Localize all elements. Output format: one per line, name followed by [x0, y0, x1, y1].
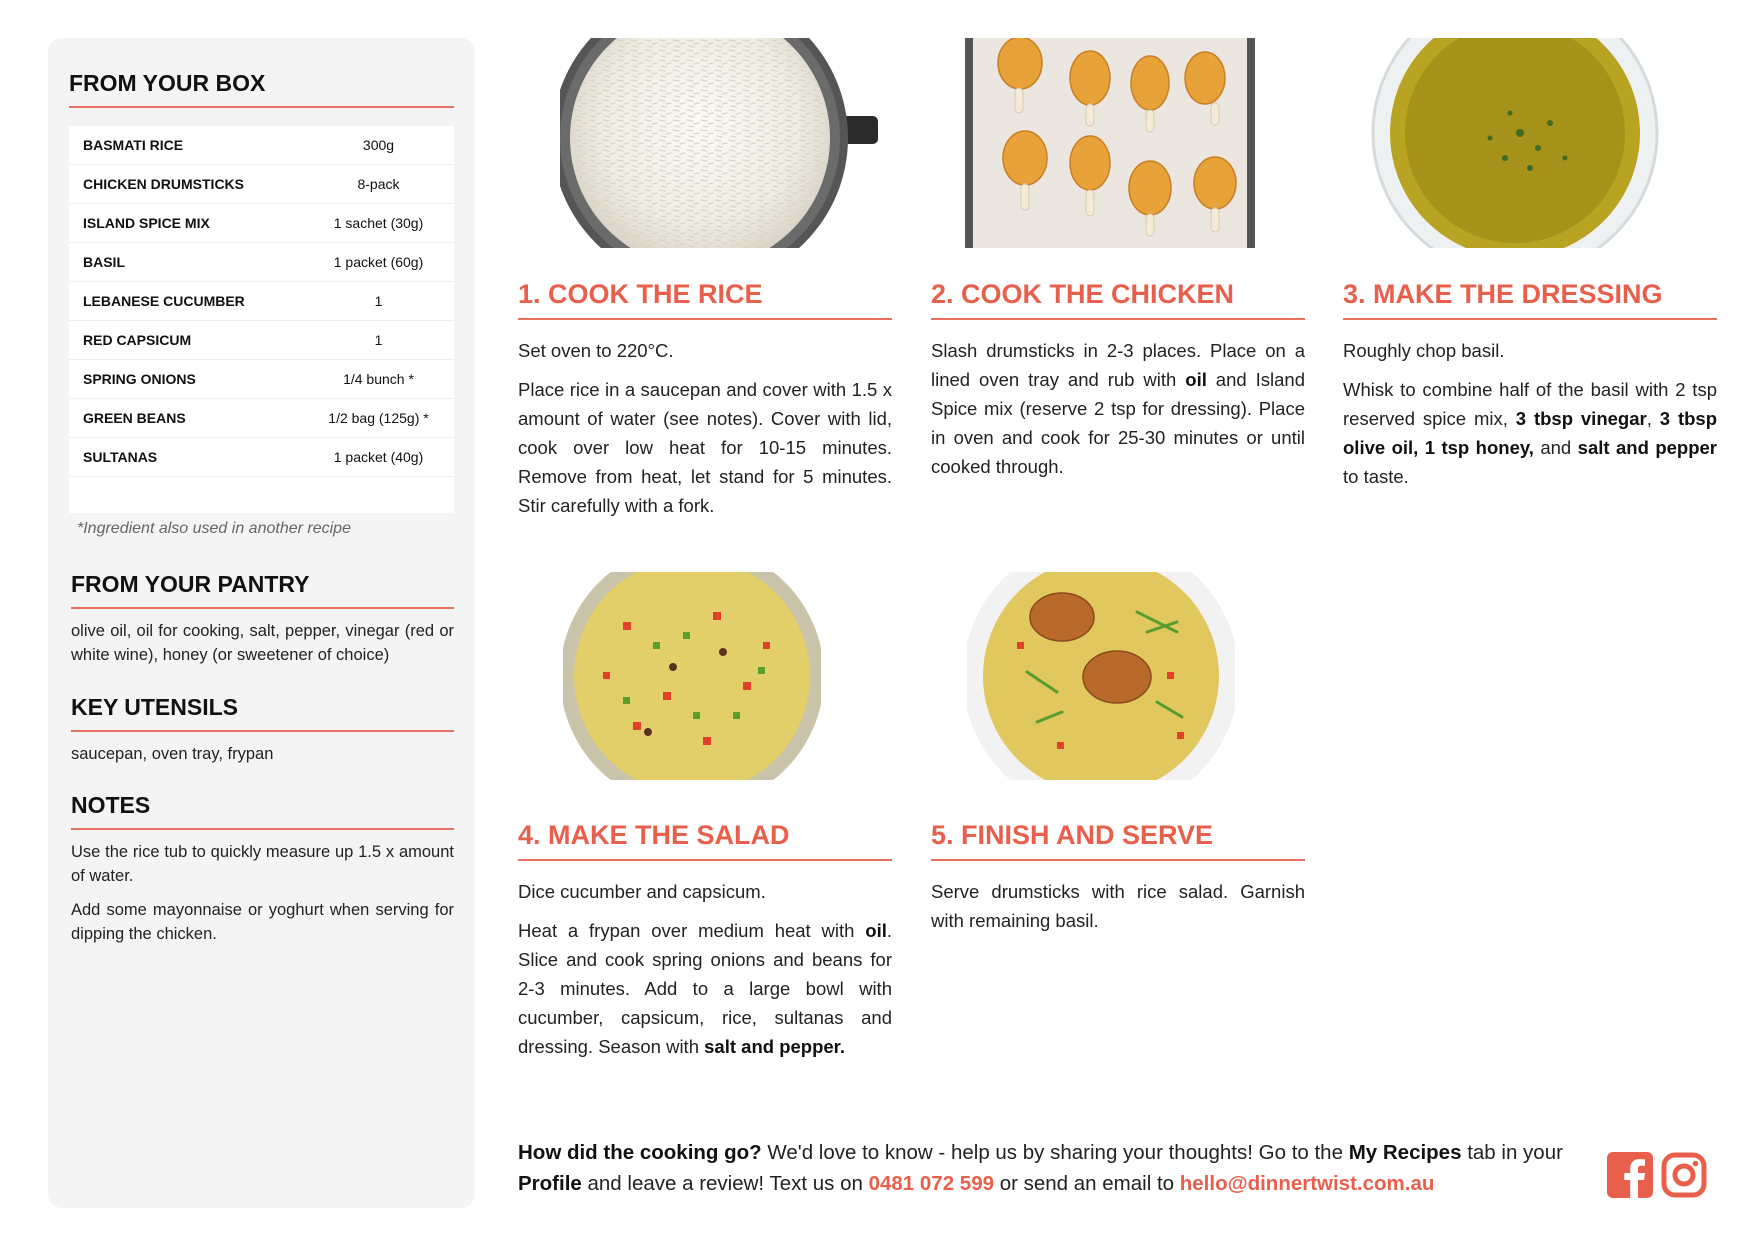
table-row	[69, 321, 454, 360]
ingredient-qty: 300g	[303, 126, 454, 165]
bold-run: salt and pepper	[1577, 437, 1717, 458]
text-run: and	[1533, 437, 1578, 458]
ingredient-name: GREEN BEANS	[69, 399, 303, 438]
ingredient-qty: 1	[303, 282, 454, 321]
pantry-text: olive oil, oil for cooking, salt, pepper, vinegar (red or white wine), honey (or sweetener of choice)	[71, 622, 454, 664]
bold-run: oil	[865, 920, 887, 941]
footer-question: How did the cooking go?	[518, 1141, 762, 1164]
step-4	[518, 820, 892, 1061]
note-2: Add some mayonnaise or yoghurt when serving for dipping the chicken.	[71, 901, 454, 943]
salad-bowl-image	[563, 572, 821, 780]
serve-plate-image	[967, 572, 1235, 780]
ingredient-name: RED CAPSICUM	[69, 321, 303, 360]
step-1-text-2: Place rice in a saucepan and cover with 1.5 x amount of water (see notes). Cover with lid, cook over low heat for 10-15 minutes. Remove from heat, let stand for 5 minutes. Stir carefully with a fork.	[518, 379, 892, 516]
step-3-title: 3. MAKE THE DRESSING	[1343, 279, 1717, 320]
text-run: to taste.	[1343, 466, 1409, 487]
feedback-footer	[518, 1137, 1578, 1199]
table-row-blank	[69, 477, 454, 514]
ingredient-qty: 1 packet (60g)	[303, 243, 454, 282]
text-run: Slash drumsticks in 2-3 places. Place on a lined oven tray and rub with	[931, 340, 1305, 390]
bold-run: salt and pepper.	[704, 1036, 845, 1057]
phone-link[interactable]: 0481 072 599	[868, 1172, 994, 1195]
ingredient-qty: 1	[303, 321, 454, 360]
ingredient-qty: 1/2 bag (125g) *	[303, 399, 454, 438]
text-run: Heat a frypan over medium heat with	[518, 920, 866, 941]
pantry-title: FROM YOUR PANTRY	[71, 571, 454, 609]
profile-link[interactable]: Profile	[518, 1172, 582, 1195]
facebook-icon[interactable]	[1607, 1152, 1653, 1198]
dressing-bowl-image	[1370, 38, 1660, 248]
bold-run: 3 tbsp vinegar	[1515, 408, 1647, 429]
ingredient-footnote: *Ingredient also used in another recipe	[77, 520, 351, 537]
step-4-text-2	[518, 916, 892, 1061]
utensils-section	[71, 694, 454, 766]
step-4-title: 4. MAKE THE SALAD	[518, 820, 892, 861]
bold-run: oil	[1185, 369, 1207, 390]
email-link[interactable]: hello@dinnertwist.com.au	[1179, 1172, 1435, 1195]
blank-cell	[303, 477, 454, 514]
text-run: ,	[1646, 408, 1660, 429]
from-your-box-section	[69, 70, 454, 108]
note-1: Use the rice tub to quickly measure up 1.5 x amount of water.	[71, 843, 454, 885]
ingredient-qty: 1 packet (40g)	[303, 438, 454, 477]
utensils-text: saucepan, oven tray, frypan	[71, 745, 274, 763]
ingredient-name: LEBANESE CUCUMBER	[69, 282, 303, 321]
notes-section	[71, 792, 454, 946]
text-run: . Slice and cook spring onions and beans for 2-3 minutes. Add to a large bowl with cucumber, capsicum, rice, sultanas and dressing. Season with	[518, 920, 892, 1057]
blank-cell	[69, 477, 303, 514]
step-1-title: 1. COOK THE RICE	[518, 279, 892, 320]
ingredients-table	[69, 126, 454, 513]
ingredient-name: ISLAND SPICE MIX	[69, 204, 303, 243]
rice-pot-image	[560, 38, 890, 248]
serve-plate-illustration	[967, 572, 1235, 780]
table-row	[69, 204, 454, 243]
table-row	[69, 438, 454, 477]
notes-title: NOTES	[71, 792, 454, 830]
table-row	[69, 282, 454, 321]
footer-text: We'd love to know - help us by sharing your thoughts! Go to the	[761, 1141, 1349, 1164]
step-5-text: Serve drumsticks with rice salad. Garnish with remaining basil.	[931, 881, 1305, 931]
utensils-title: KEY UTENSILS	[71, 694, 454, 732]
from-your-box-title: FROM YOUR BOX	[69, 70, 454, 108]
ingredient-name: BASMATI RICE	[69, 126, 303, 165]
step-3-text-2	[1343, 375, 1717, 491]
sidebar	[48, 38, 475, 1208]
step-2-text	[931, 336, 1305, 481]
ingredient-name: BASIL	[69, 243, 303, 282]
rice-pot-illustration	[560, 38, 890, 248]
text-run: and Island Spice mix (reserve 2 tsp for dressing). Place in oven and cook for 25-30 minutes or until cooked through.	[931, 369, 1305, 477]
footer-text: or send an email to	[994, 1172, 1180, 1195]
step-2-title: 2. COOK THE CHICKEN	[931, 279, 1305, 320]
step-5	[931, 820, 1305, 935]
salad-bowl-illustration	[563, 572, 821, 780]
step-1	[518, 279, 892, 520]
instagram-icon[interactable]	[1661, 1152, 1707, 1198]
step-5-title: 5. FINISH AND SERVE	[931, 820, 1305, 861]
ingredient-name: CHICKEN DRUMSTICKS	[69, 165, 303, 204]
bold-run: 3 tbsp olive oil, 1 tsp honey,	[1343, 408, 1718, 458]
step-3	[1343, 279, 1717, 491]
ingredient-qty: 1 sachet (30g)	[303, 204, 454, 243]
text-run: Whisk to combine half of the basil with 2 tsp reserved spice mix,	[1343, 379, 1717, 429]
step-2	[931, 279, 1305, 481]
pantry-section	[71, 571, 454, 667]
dressing-bowl-illustration	[1370, 38, 1660, 248]
step-3-text-1: Roughly chop basil.	[1343, 340, 1505, 361]
ingredient-name: SULTANAS	[69, 438, 303, 477]
step-1-text-1: Set oven to 220°C.	[518, 340, 674, 361]
ingredient-name: SPRING ONIONS	[69, 360, 303, 399]
chicken-tray-illustration	[965, 38, 1255, 248]
ingredient-qty: 8-pack	[303, 165, 454, 204]
chicken-tray-image	[965, 38, 1255, 248]
my-recipes-link[interactable]: My Recipes	[1348, 1141, 1462, 1164]
table-row	[69, 126, 454, 165]
table-row	[69, 399, 454, 438]
table-row	[69, 243, 454, 282]
footer-text: tab in your	[1461, 1141, 1563, 1164]
step-4-text-1: Dice cucumber and capsicum.	[518, 881, 766, 902]
table-row	[69, 165, 454, 204]
footer-text: and leave a review! Text us on	[581, 1172, 869, 1195]
table-row	[69, 360, 454, 399]
ingredient-qty: 1/4 bunch *	[303, 360, 454, 399]
